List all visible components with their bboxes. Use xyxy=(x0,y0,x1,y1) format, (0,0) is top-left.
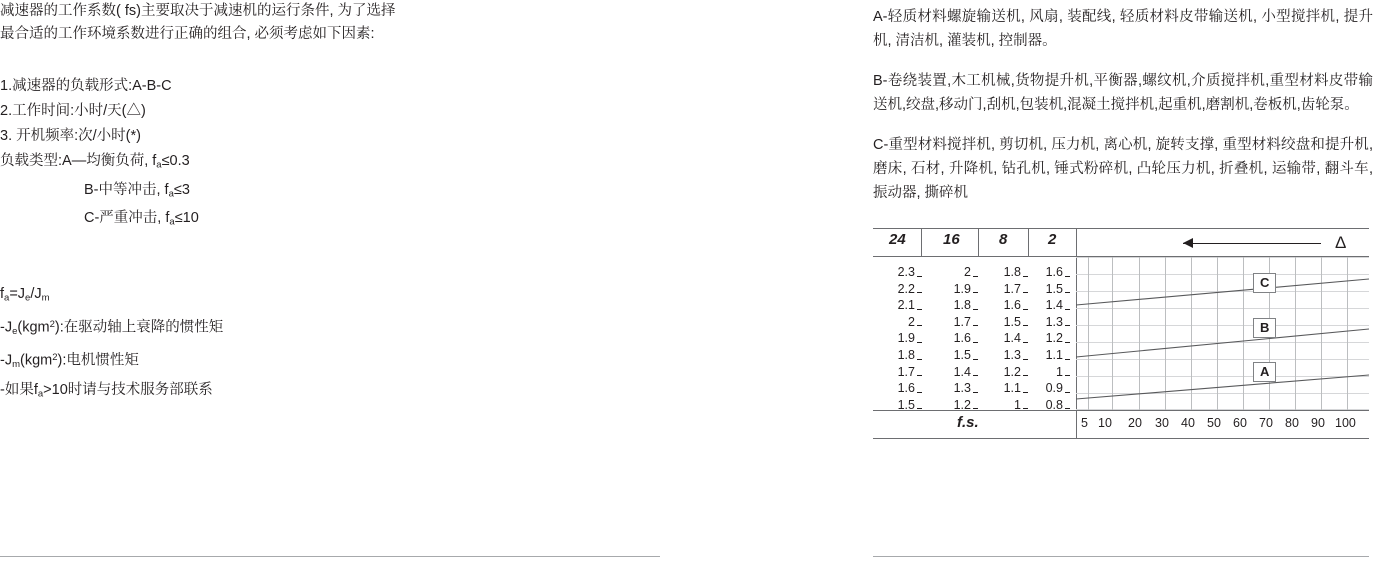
load-type-block xyxy=(0,149,640,235)
scale-8-5: 1.3 xyxy=(981,347,1021,364)
xtick-90: 90 xyxy=(1311,416,1325,430)
formula-line-3 xyxy=(0,345,640,378)
formula-line-2 xyxy=(0,312,640,345)
scale-2-1: 1.5 xyxy=(1029,281,1063,298)
formula-3-rest: ):电机惯性矩 xyxy=(57,351,139,368)
scale-8-8: 1 xyxy=(981,397,1021,414)
scale-16-1: 1.9 xyxy=(929,281,971,298)
scale-24-6: 1.7 xyxy=(873,364,915,381)
chart-header-divider-2 xyxy=(978,228,979,256)
formula-1-pre: f xyxy=(0,285,5,302)
delta-arrow-group xyxy=(1183,234,1363,252)
scale-24-3: 2 xyxy=(873,314,915,331)
scale-8-1: 1.7 xyxy=(981,281,1021,298)
factor-item-3: 3. 开机频率:次/小时(*) xyxy=(0,128,141,144)
scale-24-1: 2.2 xyxy=(873,281,915,298)
scale-24-0: 2.3 xyxy=(873,264,915,281)
intro-line-2: 最合适的工作环境系数进行正确的组合, 必须考虑如下因素: xyxy=(0,26,375,42)
left-column xyxy=(0,0,640,408)
scale-column-24 xyxy=(873,264,915,413)
formula-1-mid2: /J xyxy=(30,285,42,302)
chart-rule-bottom xyxy=(873,438,1369,439)
formula-2-rest: ):在驱动轴上衰降的惯性矩 xyxy=(54,318,224,335)
formula-1-mid: =J xyxy=(9,285,26,302)
load-type-c-sub: a xyxy=(169,216,175,228)
formula-3-sup: 2 xyxy=(52,351,58,363)
chart-header-row xyxy=(873,228,1369,256)
scale-8-7: 1.1 xyxy=(981,380,1021,397)
chart-header-divider-4 xyxy=(1076,228,1077,256)
formula-2-sup: 2 xyxy=(49,318,55,330)
scale-column-16 xyxy=(929,264,971,413)
formula-3-mid: (kgm xyxy=(20,351,53,368)
xtick-40: 40 xyxy=(1181,416,1195,430)
formula-1-sub3: m xyxy=(41,292,50,304)
paragraph-a: A-轻质材料螺旋输送机, 风扇, 装配线, 轻质材料皮带输送机, 小型搅拌机, 提升机, 清洁机, 灌装机, 控制器。 xyxy=(873,9,1373,49)
chart-plot-area xyxy=(1076,257,1369,410)
formula-block xyxy=(0,281,640,408)
intro-paragraph xyxy=(0,0,640,46)
scale-24-8: 1.5 xyxy=(873,397,915,414)
chart-header-16: 16 xyxy=(943,231,960,248)
scale-8-4: 1.4 xyxy=(981,330,1021,347)
load-type-c xyxy=(0,206,640,235)
curve-label-c: C xyxy=(1253,273,1276,293)
scale-2-7: 0.9 xyxy=(1029,380,1063,397)
x-axis-ticks xyxy=(1076,416,1369,434)
scale-16-7: 1.3 xyxy=(929,380,971,397)
load-type-b-text: B-中等冲击, f xyxy=(84,181,169,198)
scale-16-8: 1.2 xyxy=(929,397,971,414)
fs-axis-label: f.s. xyxy=(957,414,979,431)
scale-16-0: 2 xyxy=(929,264,971,281)
xtick-30: 30 xyxy=(1155,416,1169,430)
scale-2-6: 1 xyxy=(1029,364,1063,381)
scale-24-4: 1.9 xyxy=(873,330,915,347)
load-type-a-text: 负载类型:A—均衡负荷, f xyxy=(0,153,157,169)
footer-rule-right xyxy=(873,556,1369,557)
scale-16-3: 1.7 xyxy=(929,314,971,331)
chart-header-24: 24 xyxy=(889,231,906,248)
formula-4-sub: a xyxy=(37,389,44,401)
xtick-20: 20 xyxy=(1128,416,1142,430)
formula-line-1 xyxy=(0,281,640,312)
scale-2-0: 1.6 xyxy=(1029,264,1063,281)
intro-line-1: 减速器的工作系数( fs)主要取决于减速机的运行条件, 为了选择 xyxy=(0,3,396,19)
curve-b-line xyxy=(1076,329,1369,357)
xtick-50: 50 xyxy=(1207,416,1221,430)
scale-8-6: 1.2 xyxy=(981,364,1021,381)
paragraph-c: C-重型材料搅拌机, 剪切机, 压力机, 离心机, 旋转支撑, 重型材料绞盘和提升机, 磨床, 石材, 升降机, 钻孔机, 锤式粉碎机, 凸轮压力机, 折叠机, 运输带, 翻斗车, 振动器, 撕碎机 xyxy=(873,137,1373,201)
load-type-c-text: C-严重冲击, f xyxy=(84,210,170,227)
scale-24-2: 2.1 xyxy=(873,297,915,314)
load-type-a-sub: a xyxy=(156,159,162,171)
load-type-c-rest: ≤10 xyxy=(174,210,199,227)
load-type-b-sub: a xyxy=(168,188,174,200)
formula-2-sub: e xyxy=(12,325,18,337)
xtick-10: 10 xyxy=(1098,416,1112,430)
load-type-b xyxy=(0,178,640,207)
fs-selection-chart xyxy=(873,228,1369,458)
scale-24-5: 1.8 xyxy=(873,347,915,364)
scale-2-4: 1.2 xyxy=(1029,330,1063,347)
load-type-b-rest: ≤3 xyxy=(173,181,190,198)
formula-2-pre: -J xyxy=(0,318,13,335)
chart-header-8: 8 xyxy=(999,231,1008,248)
scale-8-3: 1.5 xyxy=(981,314,1021,331)
scale-16-4: 1.6 xyxy=(929,330,971,347)
paragraph-b: B-卷绕装置,木工机械,货物提升机,平衡器,螺纹机,介质搅拌机,重型材料皮带输送机,绞盘,移动门,刮机,包装机,混凝土搅拌机,起重机,磨割机,卷板机,齿轮泵。 xyxy=(873,73,1373,113)
scale-2-2: 1.4 xyxy=(1029,297,1063,314)
footer-rule-left xyxy=(0,556,660,557)
arrow-line xyxy=(1183,243,1321,244)
right-column xyxy=(873,0,1373,221)
delta-symbol: Δ xyxy=(1335,233,1347,252)
scale-8-2: 1.6 xyxy=(981,297,1021,314)
curve-a-line xyxy=(1076,375,1369,399)
arrow-left-icon xyxy=(1183,238,1193,248)
xtick-100: 100 xyxy=(1335,416,1356,430)
formula-4-rest: >10时请与技术服务部联系 xyxy=(43,382,213,399)
formula-1-sub: a xyxy=(4,292,10,304)
load-type-a-rest: ≤0.3 xyxy=(161,153,190,169)
formula-3-pre: -J xyxy=(0,351,13,368)
chart-header-divider-1 xyxy=(921,228,922,256)
scale-8-0: 1.8 xyxy=(981,264,1021,281)
scale-24-7: 1.6 xyxy=(873,380,915,397)
xtick-80: 80 xyxy=(1285,416,1299,430)
factor-item-2: 2.工作时间:小时/天(△) xyxy=(0,103,146,119)
formula-2-mid: (kgm xyxy=(17,318,50,335)
formula-3-sub: m xyxy=(12,358,21,370)
curve-label-a: A xyxy=(1253,362,1276,382)
scale-16-6: 1.4 xyxy=(929,364,971,381)
formula-line-4 xyxy=(0,377,640,408)
scale-column-2 xyxy=(1029,264,1063,413)
factor-list xyxy=(0,74,640,149)
scale-2-8: 0.8 xyxy=(1029,397,1063,414)
scale-16-2: 1.8 xyxy=(929,297,971,314)
xtick-60: 60 xyxy=(1233,416,1247,430)
scale-16-5: 1.5 xyxy=(929,347,971,364)
plot-curves xyxy=(1076,257,1369,410)
scale-2-3: 1.3 xyxy=(1029,314,1063,331)
curve-label-b: B xyxy=(1253,318,1276,338)
factor-item-1: 1.减速器的负载形式:A-B-C xyxy=(0,78,172,94)
load-type-a xyxy=(0,149,640,178)
chart-header-divider-3 xyxy=(1028,228,1029,256)
curve-c-line xyxy=(1076,279,1369,305)
scale-column-8 xyxy=(981,264,1021,413)
scale-2-5: 1.1 xyxy=(1029,347,1063,364)
xtick-5: 5 xyxy=(1081,416,1088,430)
formula-1-sub2: e xyxy=(25,292,31,304)
chart-header-2: 2 xyxy=(1048,231,1057,248)
formula-4-pre: -如果f xyxy=(0,382,38,399)
xtick-70: 70 xyxy=(1259,416,1273,430)
